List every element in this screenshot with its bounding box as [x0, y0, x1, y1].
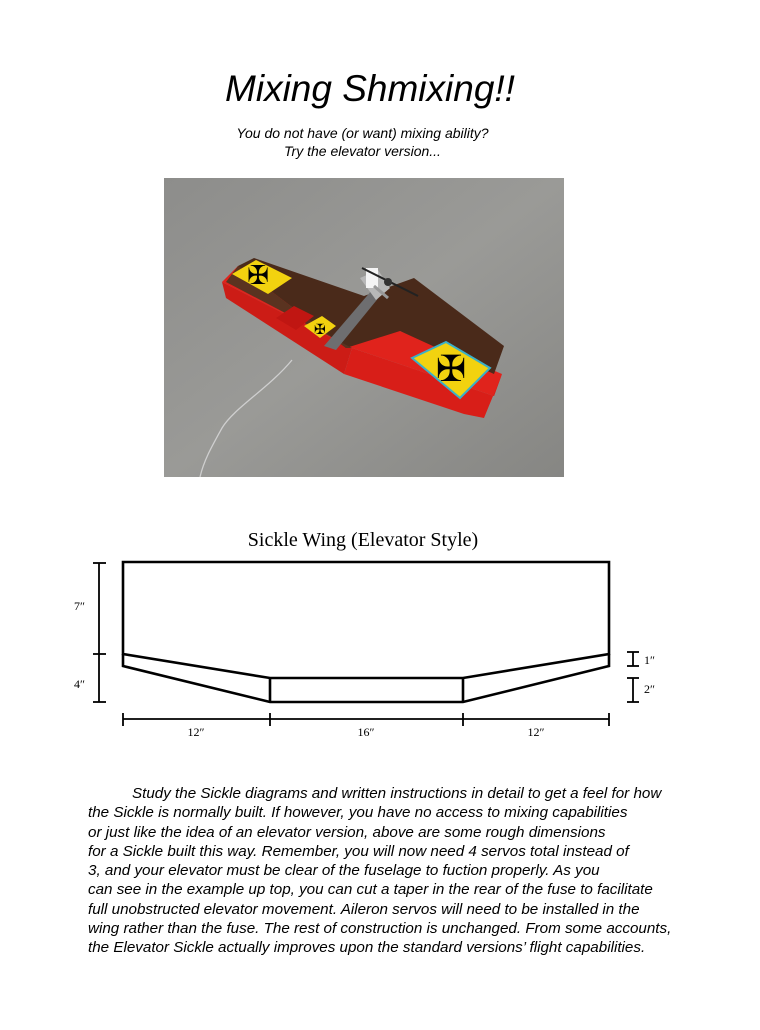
dim-left-bottom: 4″ — [74, 677, 85, 691]
dim-bottom-left: 12″ — [187, 725, 205, 739]
page-title: Mixing Shmixing!! — [225, 68, 515, 109]
plane-photo — [164, 178, 564, 477]
right-cross-icon: ✠ — [435, 349, 467, 390]
dim-right-top: 1″ — [644, 653, 655, 667]
center-cross-icon: ✠ — [314, 322, 326, 338]
right-dimension-markers — [627, 652, 639, 702]
left-cross-icon: ✠ — [247, 261, 269, 291]
body-line: Study the Sickle diagrams and written instructions in detail to get a feel for how — [132, 785, 662, 802]
body-paragraph — [88, 784, 728, 958]
dim-left-top: 7″ — [74, 599, 85, 613]
subtitle-line: Try the elevator version... — [284, 143, 441, 159]
wing-diagram — [0, 520, 760, 750]
body-line: 3, and your elevator must be clear of the fuselage to fuction properly. As you — [88, 862, 600, 880]
body-line: the Elevator Sickle actually improves upon the standard versions’ flight capabilities. — [88, 939, 646, 957]
body-line: the Sickle is normally built. If however, you have no access to mixing capabilities — [88, 804, 628, 822]
dim-bottom-center: 16″ — [357, 725, 375, 739]
spinner — [384, 278, 392, 286]
subtitle-line: You do not have (or want) mixing ability? — [236, 125, 489, 141]
wing-planform — [123, 562, 609, 678]
body-line: can see in the example up top, you can cut a taper in the rear of the fuse to facilitate — [88, 881, 653, 899]
wing-outline — [123, 562, 609, 702]
body-line: or just like the idea of an elevator version, above are some rough dimensions — [88, 823, 606, 841]
left-dimension-line — [93, 563, 106, 702]
dim-right-bottom: 2″ — [644, 682, 655, 696]
diagram-title: Sickle Wing (Elevator Style) — [247, 529, 479, 551]
body-line: wing rather than the fuse. The rest of construction is unchanged. From some accounts, — [88, 920, 672, 938]
dim-bottom-right: 12″ — [527, 725, 545, 739]
body-line: for a Sickle built this way. Remember, you will now need 4 servos total instead of — [88, 842, 629, 860]
body-line: full unobstructed elevator movement. Aileron servos will need to be installed in the — [88, 900, 640, 918]
page-subtitle — [0, 124, 725, 160]
